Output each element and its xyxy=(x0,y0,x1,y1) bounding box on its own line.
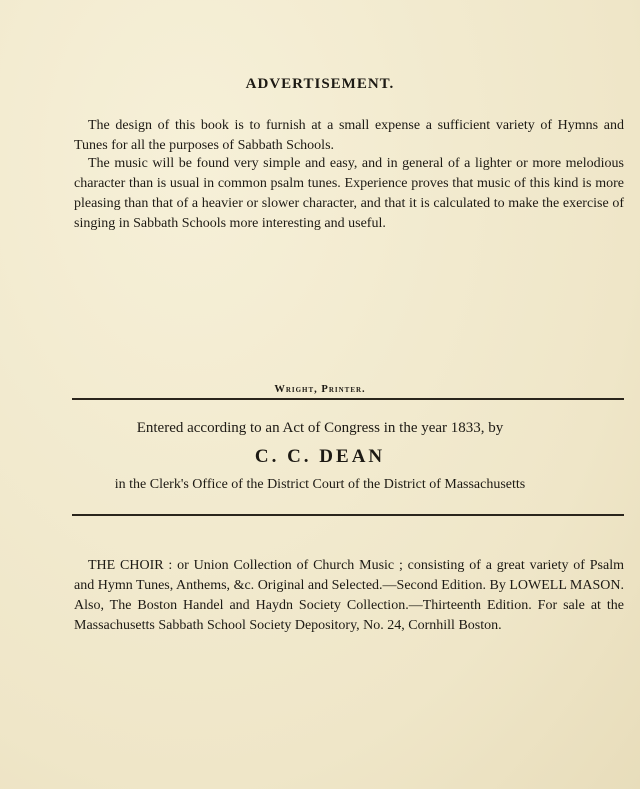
divider-rule-top xyxy=(72,398,624,400)
divider-rule-bottom xyxy=(72,514,624,516)
printer-imprint: Wright, Printer. xyxy=(274,384,366,395)
choir-advertisement: THE CHOIR : or Union Collection of Church Music ; consisting of a great variety of Psalm and Hymn Tunes, Anthems, &c. Original and Selected.—Second Edition. By LOWELL MASON. Also, The Boston Handel and Haydn Society Collection.—Thirteenth Edition. For sale at the Massachusetts Sabbath School Society Depository, No. 24, Cornhill Boston. xyxy=(74,558,624,633)
copyright-holder: C. C. DEAN xyxy=(254,446,386,467)
advertisement-paragraph-2: The music will be found very simple and easy, and in general of a lighter or more melodious character than is usual in common psalm tunes. Experience proves that music of this kind is more pleasing than that of a heavier or slower character, and that it is calculated to make the exercise of singing in Sabbath Schools more interesting and useful. xyxy=(74,156,624,231)
copyright-entry: Entered according to an Act of Congress in the year 1833, by xyxy=(136,420,504,436)
advertisement-paragraph-1: The design of this book is to furnish at a small expense a sufficient variety of Hymns and Tunes for all the purposes of Sabbath Schools. xyxy=(74,118,624,153)
clerk-office-line: in the Clerk's Office of the District Court of the District of Massachusetts xyxy=(114,477,526,492)
advertisement-heading: ADVERTISEMENT. xyxy=(245,76,395,92)
